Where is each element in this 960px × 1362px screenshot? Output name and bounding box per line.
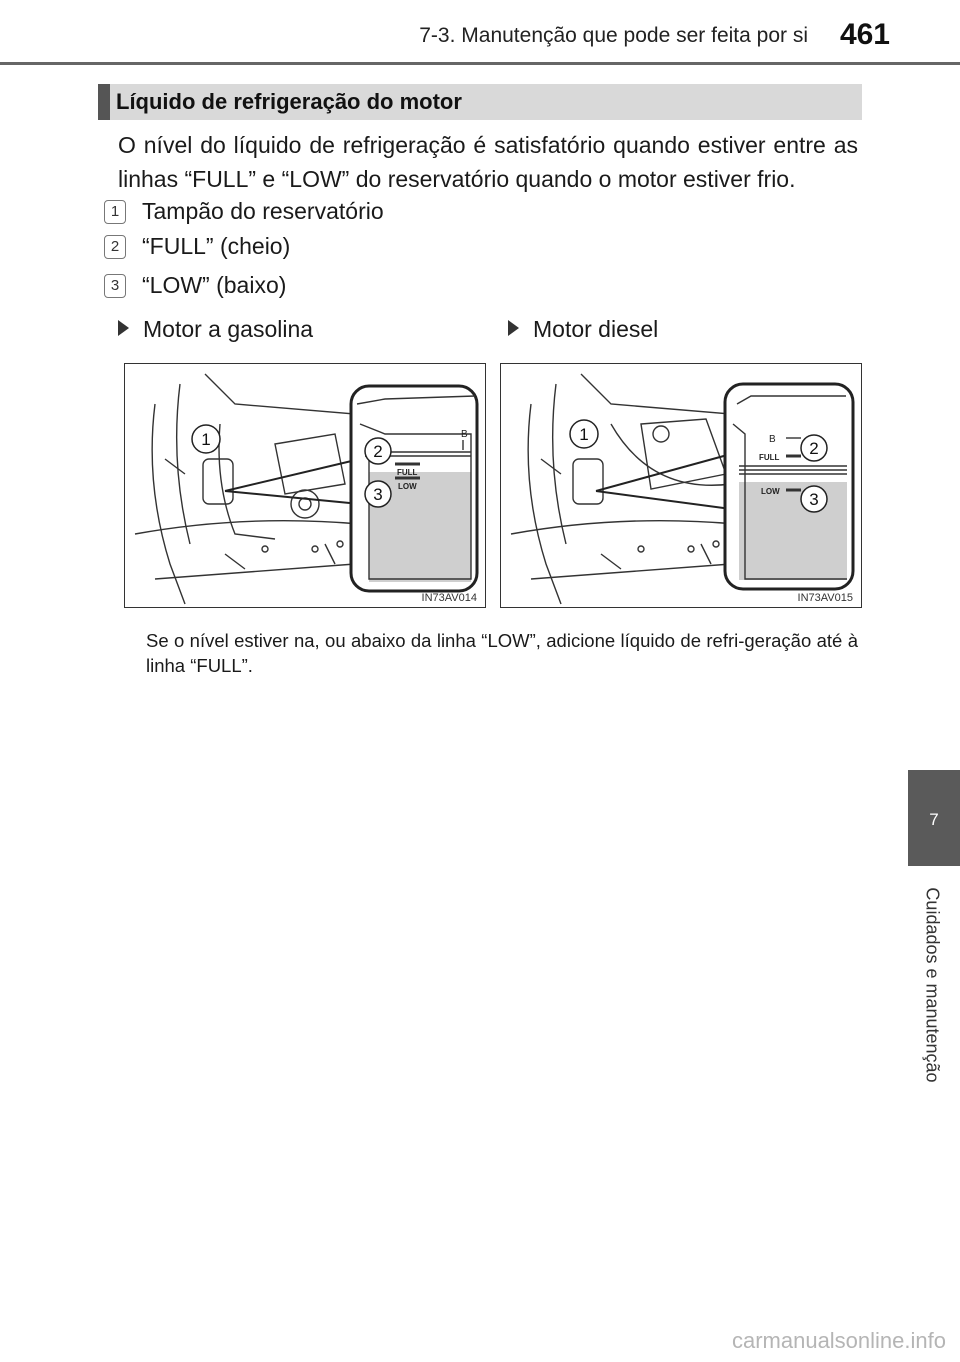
watermark: carmanualsonline.info <box>731 1328 946 1353</box>
triangle-bullet-icon <box>118 320 129 336</box>
item-number-badge: 1 <box>104 200 126 224</box>
engine-bay-illustration <box>125 364 486 608</box>
callout-1: 1 <box>579 425 589 444</box>
chapter-side-label: Cuidados e manutenção <box>922 887 943 1083</box>
figure-caption-gasoline <box>118 316 313 343</box>
figure-diesel-engine <box>500 363 862 608</box>
item-label: “LOW” (baixo) <box>142 272 287 298</box>
item-number-badge: 3 <box>104 274 126 298</box>
triangle-bullet-icon <box>508 320 519 336</box>
item-number-badge: 2 <box>104 235 126 259</box>
item-label: Tampão do reservatório <box>142 198 384 224</box>
gauge-label-b: B <box>461 429 468 440</box>
page-number: 461 <box>839 18 890 51</box>
caption-text: Motor a gasolina <box>143 316 314 342</box>
engine-bay-illustration <box>501 364 862 608</box>
figure-code: IN73AV014 <box>421 592 477 604</box>
header-divider <box>0 62 960 65</box>
section-heading-bar <box>98 84 862 120</box>
figure-caption-diesel <box>508 316 658 343</box>
callout-2: 2 <box>809 439 819 458</box>
callout-3: 3 <box>809 490 819 509</box>
callout-2: 2 <box>373 442 383 461</box>
gauge-label-low: LOW <box>761 487 780 496</box>
chapter-tab <box>908 770 960 866</box>
section-heading: Líquido de refrigeração do motor <box>116 89 462 114</box>
figure-code: IN73AV015 <box>797 592 853 604</box>
callout-1: 1 <box>201 430 211 449</box>
item-label: “FULL” (cheio) <box>142 233 291 259</box>
caption-text: Motor diesel <box>533 316 659 342</box>
intro-paragraph: O nível do líquido de refrigeração é satisfatório quando estiver entre as linhas “FULL” e “LOW” do reservatório quando o motor estiver frio. <box>118 132 858 192</box>
section-heading-marker <box>98 84 110 120</box>
gauge-label-b: B <box>769 434 776 445</box>
callout-3: 3 <box>373 485 383 504</box>
header-section-title: 7-3. Manutenção que pode ser feita por si <box>419 24 808 47</box>
figure-gasoline-engine <box>124 363 486 608</box>
chapter-number: 7 <box>929 810 939 829</box>
note-paragraph: Se o nível estiver na, ou abaixo da linha “LOW”, adicione líquido de refri-geração até à linha “FULL”. <box>146 630 858 676</box>
gauge-label-full: FULL <box>759 453 780 462</box>
gauge-label-low: LOW <box>398 482 417 491</box>
gauge-label-full: FULL <box>397 468 418 477</box>
